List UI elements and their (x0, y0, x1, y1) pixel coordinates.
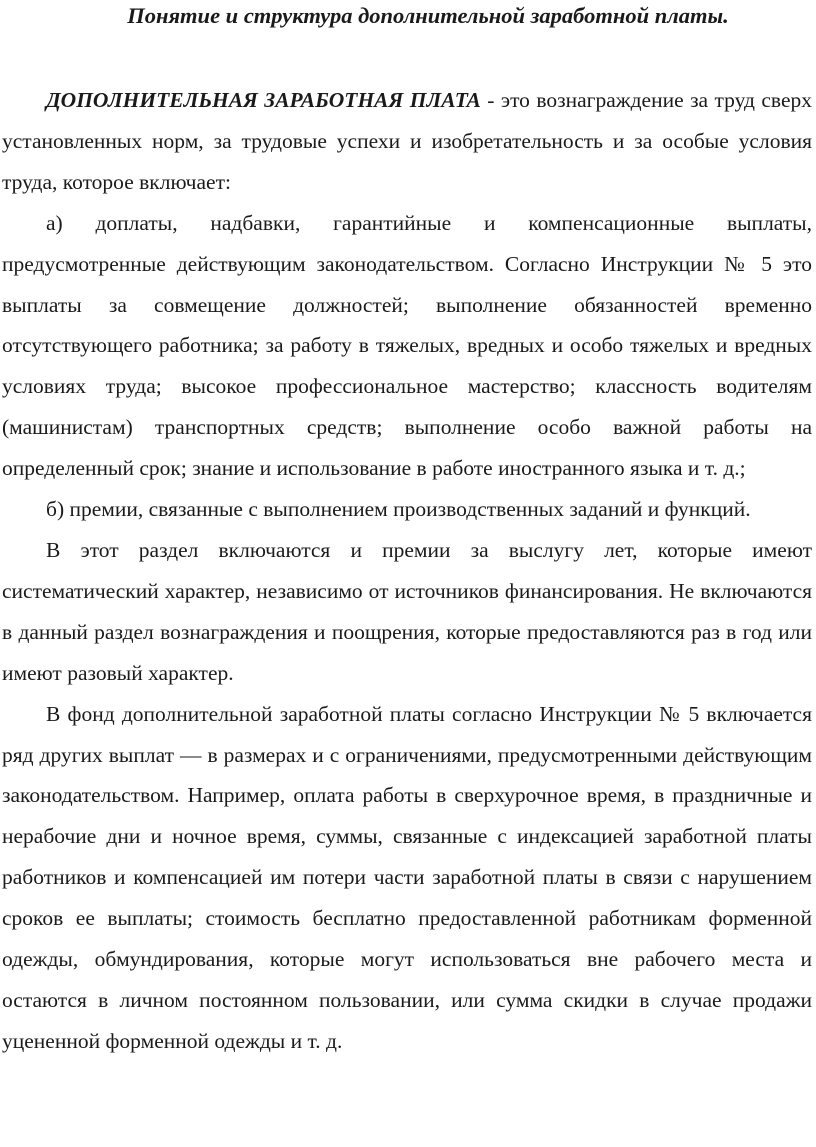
defined-term: ДОПОЛНИТЕЛЬНАЯ ЗАРАБОТНАЯ ПЛАТА (46, 88, 481, 112)
document-title: Понятие и структура дополнительной заработной платы. (127, 3, 729, 28)
definition-text: - это вознаграждение за труд сверх установленных норм, за трудовые успехи и изобретательность и за особые условия труда, которое включает: (2, 88, 812, 194)
paragraph-item-a: а) доплаты, надбавки, гарантийные и компенсационные выплаты, предусмотренные действующим законодательством. Согласно Инструкции № 5 это выплаты за совмещение должностей; выполнение обязанностей временно отсутствующего работника; за работу в тяжелых, вредных и особо тяжелых и вредных условиях труда; высокое профессиональное мастерство; классность водителям (машинистам) транспортных средств; выполнение особо важной работы на определенный срок; знание и использование в работе иностранного языка и т. д.; (2, 210, 812, 481)
paragraph-bonuses: В этот раздел включаются и премии за выслугу лет, которые имеют систематический характер, независимо от источников финансирования. Не включаются в данный раздел вознаграждения и поощрения, которые предоставляются раз в год или имеют разовый характер. (2, 537, 812, 685)
document-body (2, 80, 812, 1062)
paragraph-fund: В фонд дополнительной заработной платы согласно Инструкции № 5 включается ряд других выплат — в размерах и с ограничениями, предусмотренными действующим законодательством. Например, оплата работы в сверхурочное время, в праздничные и нерабочие дни и ночное время, суммы, связанные с индексацией заработной платы работников и компенсацией им потери части заработной платы в связи с нарушением сроков ее выплаты; стоимость бесплатно предоставленной работникам форменной одежды, обмундирования, которые могут использоваться вне рабочего места и остаются в личном постоянном пользовании, или сумма скидки в случае продажи уцененной форменной одежды и т. д. (2, 701, 812, 1053)
paragraph-item-b: б) премии, связанные с выполнением производственных заданий и функций. (46, 497, 751, 522)
paragraph-definition (2, 80, 812, 203)
